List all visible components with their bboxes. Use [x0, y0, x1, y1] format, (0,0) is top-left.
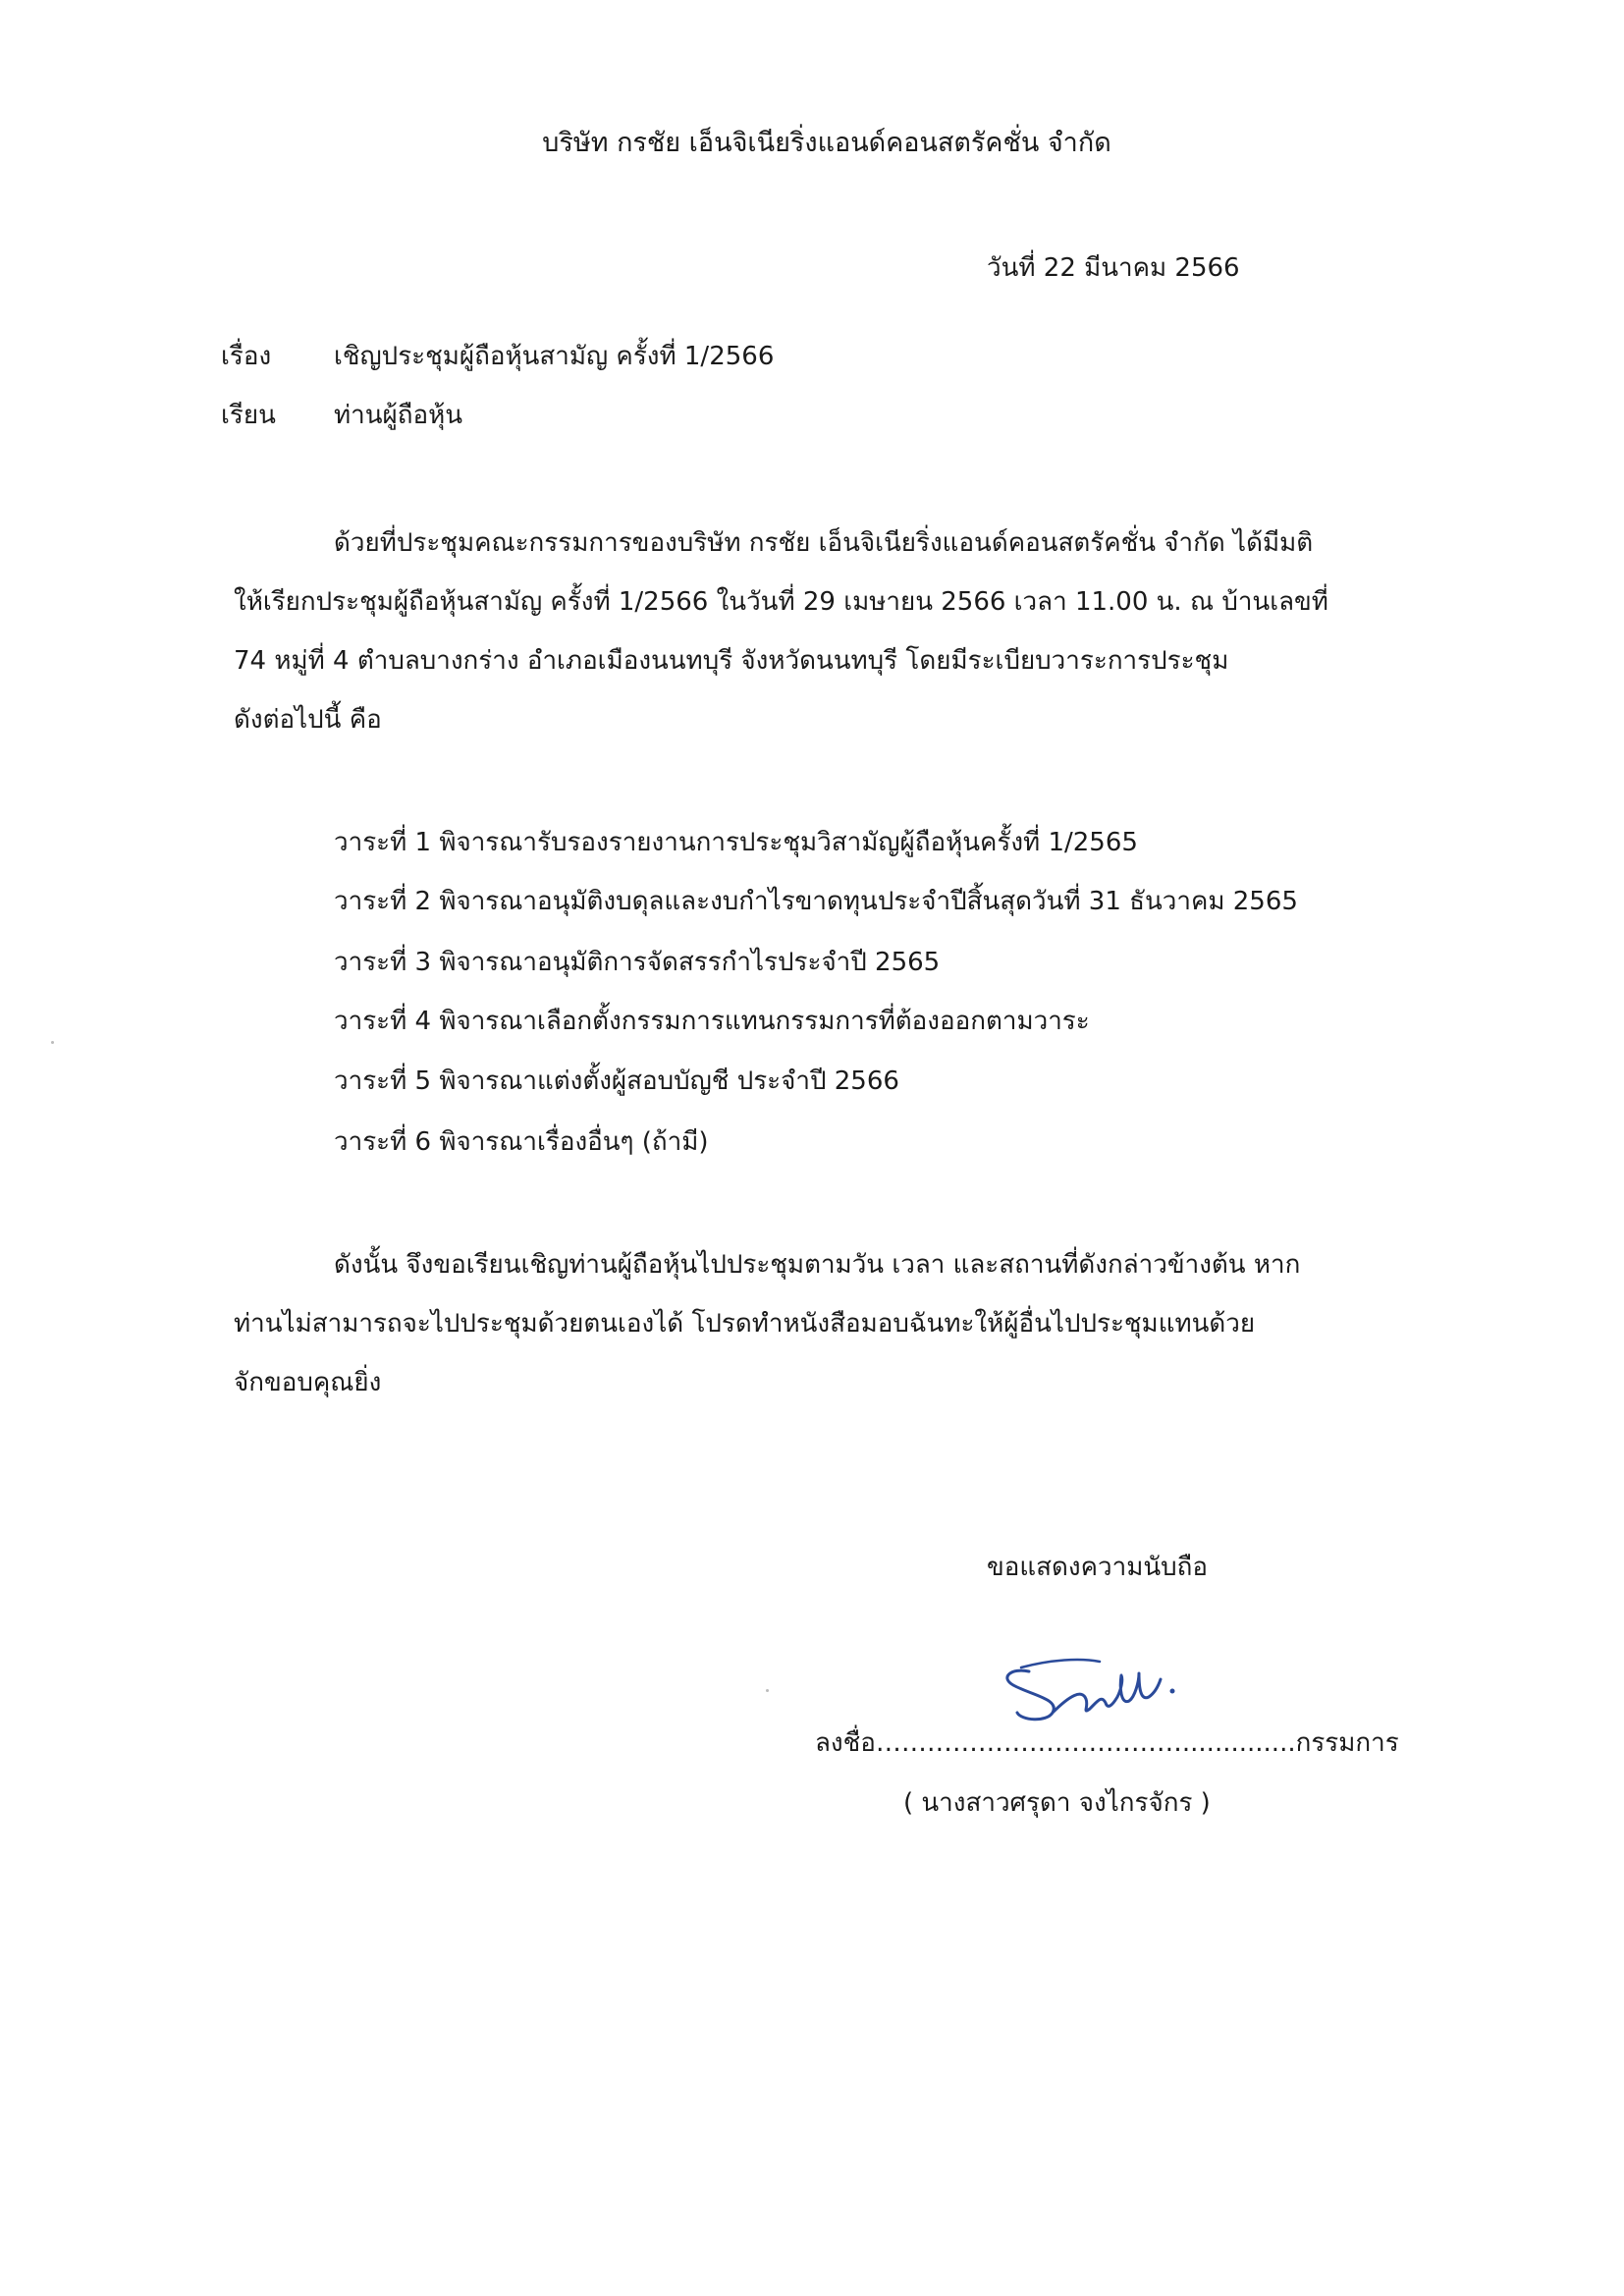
agenda-item: วาระที่ 1 พิจารณารับรองรายงานการประชุมวิสามัญผู้ถือหุ้นครั้งที่ 1/2565	[334, 828, 1138, 857]
paragraph-line: ท่านไม่สามารถจะไปประชุมด้วยตนเองได้ โปรดทำหนังสือมอบฉันทะให้ผู้อื่นไปประชุมแทนด้วย	[234, 1309, 1256, 1339]
agenda-item: วาระที่ 2 พิจารณาอนุมัติงบดุลและงบกำไรขาดทุนประจำปีสิ้นสุดวันที่ 31 ธันวาคม 2565	[334, 887, 1298, 916]
paragraph-line: ให้เรียกประชุมผู้ถือหุ้นสามัญ ครั้งที่ 1/2566 ในวันที่ 29 เมษายน 2566 เวลา 11.00 น. ณ บ้านเลขที่	[234, 587, 1328, 617]
subject-text: เชิญประชุมผู้ถือหุ้นสามัญ ครั้งที่ 1/2566	[334, 342, 775, 371]
closing-salutation: ขอแสดงความนับถือ	[987, 1553, 1208, 1582]
agenda-item: วาระที่ 5 พิจารณาแต่งตั้งผู้สอบบัญชี ประจำปี 2566	[334, 1066, 899, 1096]
paragraph-line: ด้วยที่ประชุมคณะกรรมการของบริษัท กรชัย เอ็นจิเนียริ่งแอนด์คอนสตรัคชั่น จำกัด ได้มีมติ	[334, 528, 1314, 558]
subject-label: เรื่อง	[221, 342, 272, 371]
letter-date: วันที่ 22 มีนาคม 2566	[987, 253, 1240, 283]
paragraph-line: ดังนั้น จึงขอเรียนเชิญท่านผู้ถือหุ้นไปประชุมตามวัน เวลา และสถานที่ดังกล่าวข้างต้น หาก	[334, 1250, 1301, 1280]
paragraph-line: จักขอบคุณยิ่ง	[234, 1368, 382, 1397]
company-name: บริษัท กรชัย เอ็นจิเนียริ่งแอนด์คอนสตรัคชั่น จำกัด	[542, 128, 1111, 158]
paragraph-line: 74 หมู่ที่ 4 ตำบลบางกร่าง อำเภอเมืองนนทบุรี จังหวัดนนทบุรี โดยมีระเบียบวาระการประชุม	[234, 646, 1229, 676]
agenda-item: วาระที่ 4 พิจารณาเลือกตั้งกรรมการแทนกรรมการที่ต้องออกตามวาระ	[334, 1007, 1090, 1036]
margin-mark	[51, 1041, 54, 1044]
recipient-text: ท่านผู้ถือหุ้น	[334, 401, 463, 430]
recipient-label: เรียน	[221, 401, 276, 430]
agenda-item: วาระที่ 6 พิจารณาเรื่องอื่นๆ (ถ้ามี)	[334, 1127, 709, 1157]
margin-mark	[766, 1689, 769, 1692]
agenda-item: วาระที่ 3 พิจารณาอนุมัติการจัดสรรกำไรประจำปี 2565	[334, 948, 941, 977]
signature-line: ลงชื่อ………………………………..............กรรมการ	[815, 1728, 1399, 1758]
signer-name: ( นางสาวศรุดา จงไกรจักร )	[903, 1788, 1211, 1818]
paragraph-line: ดังต่อไปนี้ คือ	[234, 705, 382, 735]
